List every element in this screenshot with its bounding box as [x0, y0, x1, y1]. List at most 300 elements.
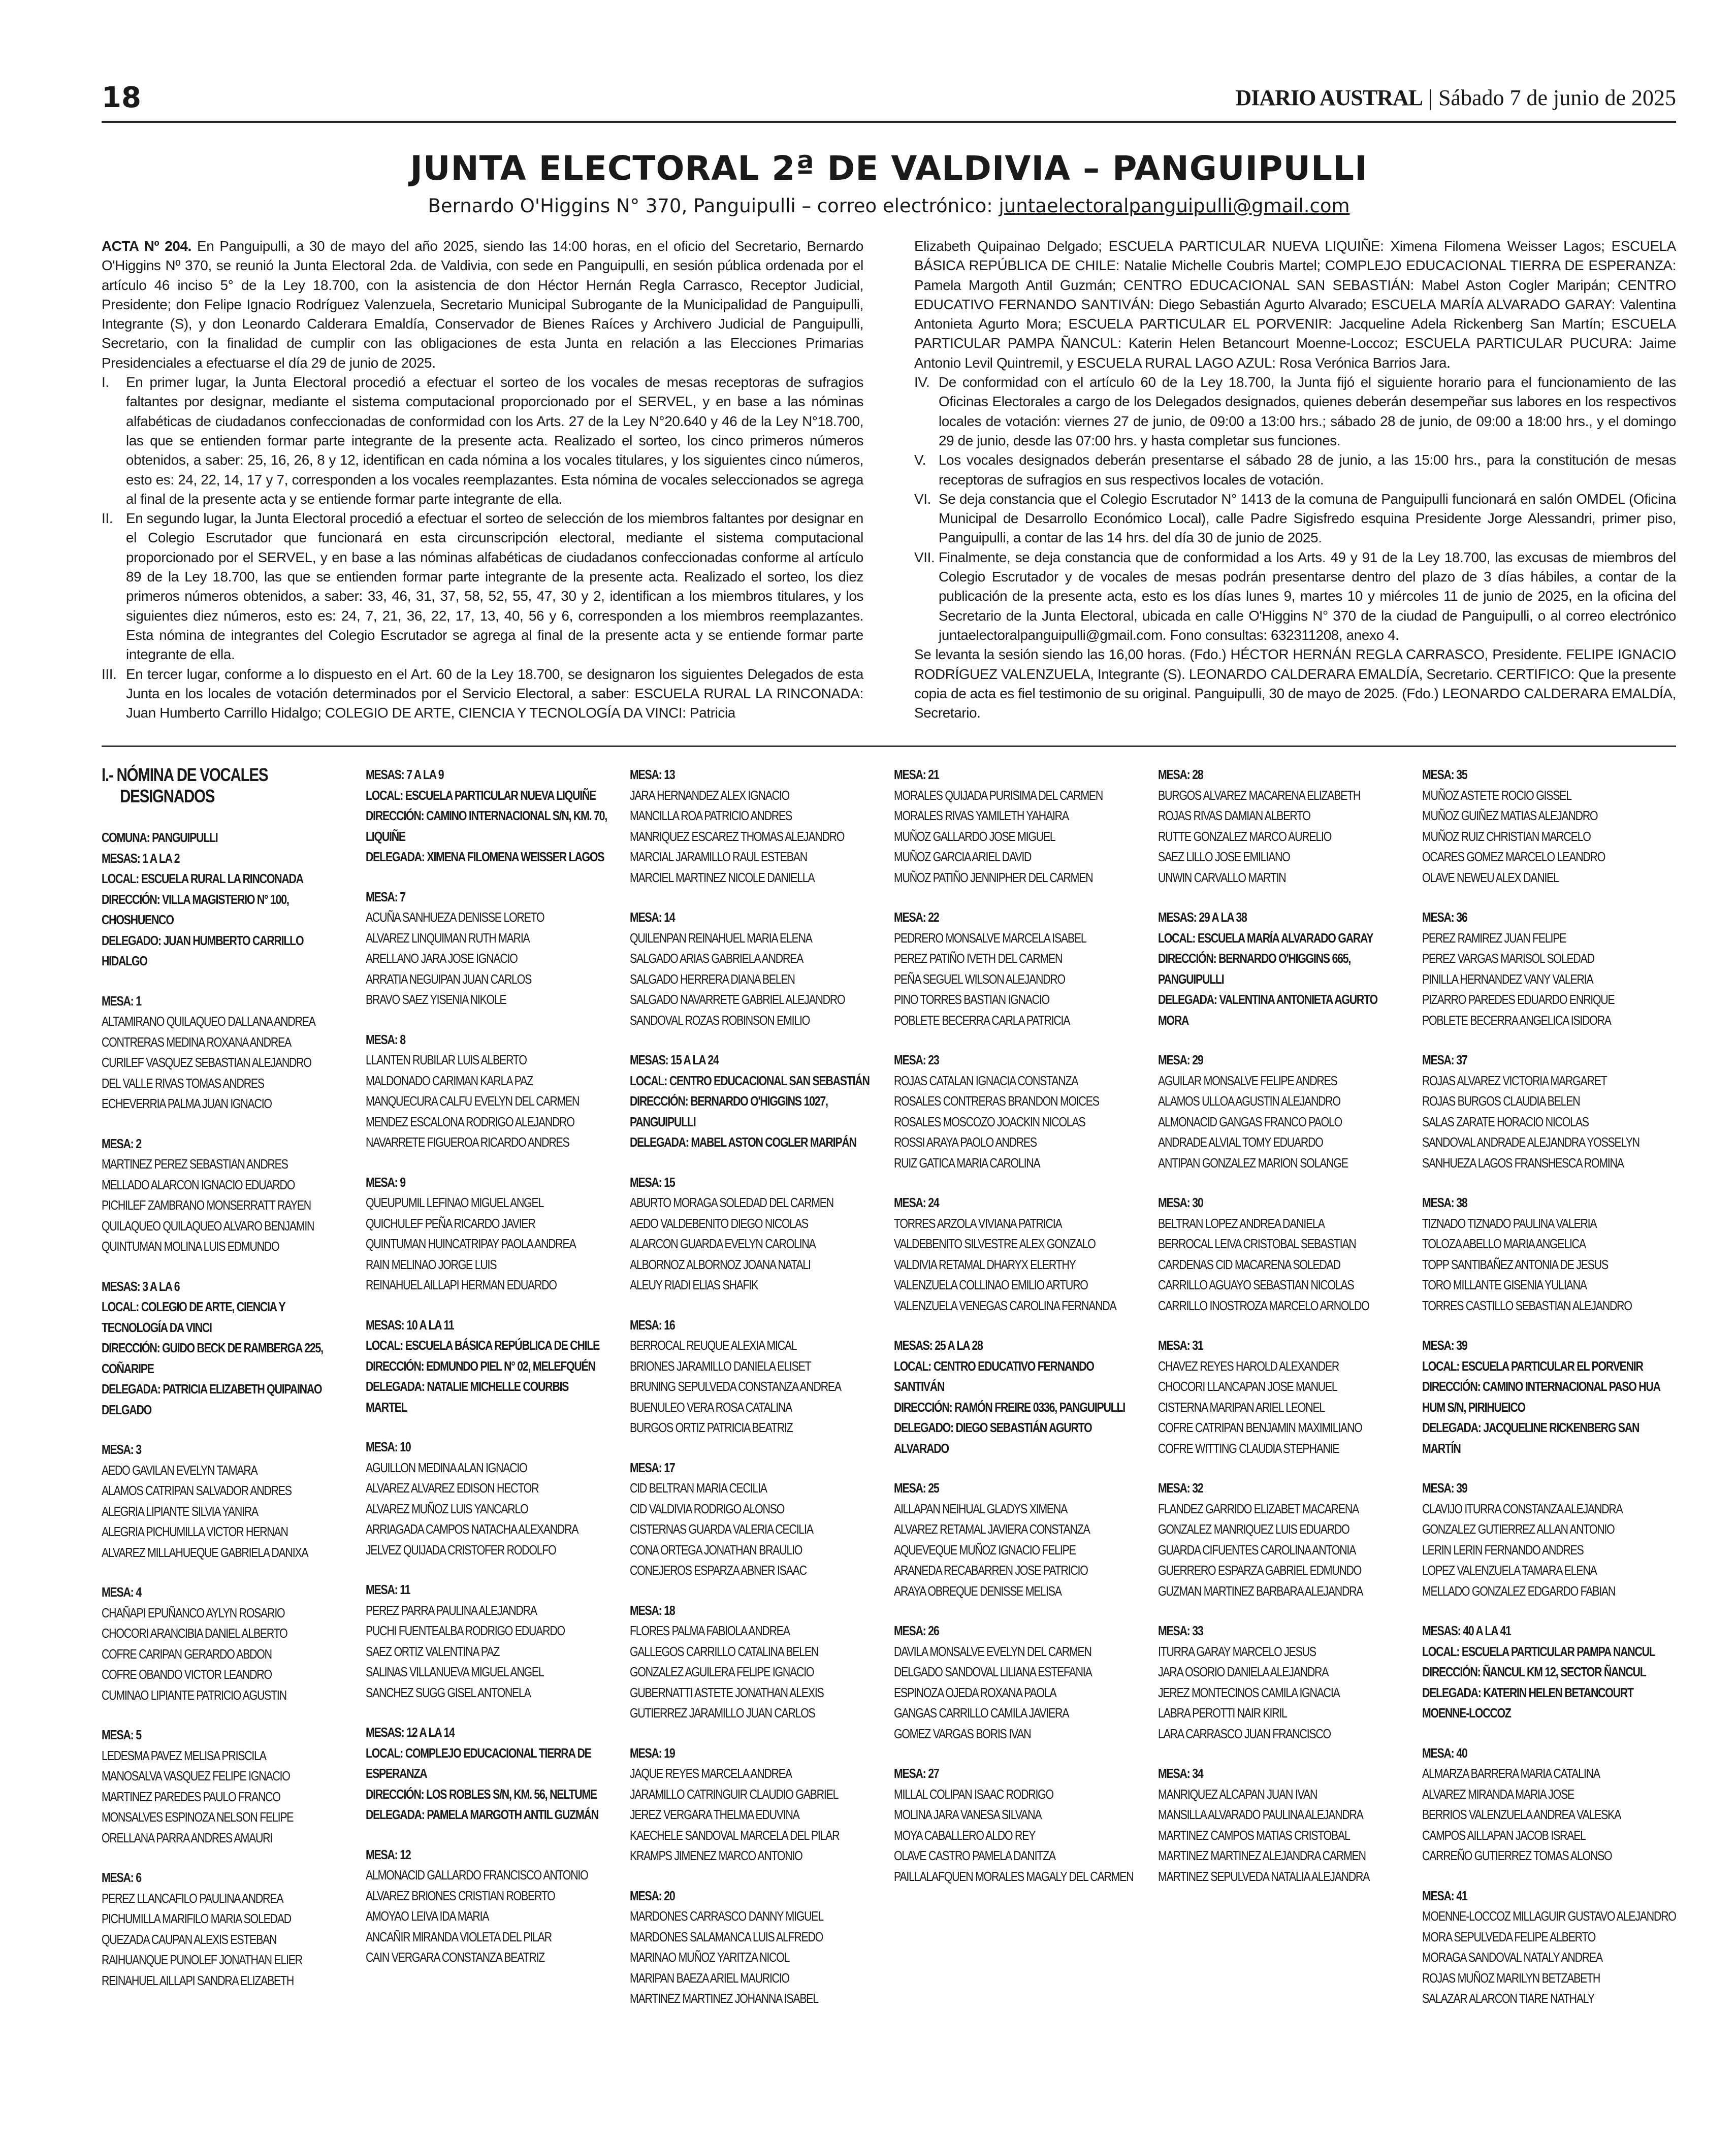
- local-detail: LOCAL: ESCUELA PARTICULAR NUEVA LIQUIÑE: [366, 787, 596, 803]
- vocal-name: SAEZ LILLO JOSE EMILIANO: [1158, 849, 1290, 864]
- local-detail: DIRECCIÓN: LOS ROBLES S/N, KM. 56, NELTUME: [366, 1786, 597, 1802]
- vocal-name: ARRIAGADA CAMPOS NATACHA ALEXANDRA: [366, 1521, 578, 1537]
- mesa-header: MESA: 26: [894, 1623, 939, 1638]
- mesa-header: MESAS: 40 A LA 41: [1422, 1623, 1511, 1638]
- acta-item-text: Los vocales designados deberán presentarse el sábado 28 de junio, a las 15:00 hrs., para la constitución de mesas receptoras de sufragios en sus respectivos locales de votación.: [939, 452, 1676, 488]
- vocal-name: QUEZADA CAUPAN ALEXIS ESTEBAN: [102, 1931, 277, 1947]
- masthead: [102, 75, 1676, 121]
- vocal-name: AMOYAO LEIVA IDA MARIA: [366, 1908, 489, 1924]
- vocal-name: SANCHEZ SUGG GISEL ANTONELA: [366, 1684, 531, 1700]
- vocal-name: ABURTO MORAGA SOLEDAD DEL CARMEN: [630, 1195, 833, 1210]
- vocal-name: SALINAS VILLANUEVA MIGUEL ANGEL: [366, 1664, 544, 1679]
- mesa-header: MESA: 13: [630, 767, 675, 782]
- mesa-header: MESA: 40: [1422, 1745, 1467, 1761]
- mesa-header: MESA: 1: [102, 993, 141, 1009]
- vocal-name: ROJAS ALVAREZ VICTORIA MARGARET: [1422, 1073, 1607, 1088]
- vocal-name: AQUEVEQUE MUÑOZ IGNACIO FELIPE: [894, 1542, 1076, 1558]
- vocal-name: PEREZ LLANCAFILO PAULINA ANDREA: [102, 1890, 283, 1906]
- local-detail: LOCAL: ESCUELA RURAL LA RINCONADA: [102, 871, 303, 886]
- vocal-name: BRAVO SAEZ YISENIA NIKOLE: [366, 992, 506, 1007]
- mesa-block: [1422, 1886, 1676, 2009]
- vocal-name: ALEUY RIADI ELIAS SHAFIK: [630, 1277, 758, 1292]
- vocal-name: ARANEDA RECABARREN JOSE PATRICIO: [894, 1563, 1088, 1578]
- mesa-block: [1422, 1192, 1672, 1316]
- local-detail: LOCAL: ESCUELA MARÍA ALVARADO GARAY: [1158, 930, 1373, 946]
- vocal-name: ALBORNOZ ALBORNOZ JOANA NATALI: [630, 1256, 811, 1272]
- local-detail: DELEGADO: JUAN HUMBERTO CARRILLO HIDALGO: [102, 932, 304, 968]
- vocal-name: VALENZUELA COLLINAO EMILIO ARTURO: [894, 1277, 1088, 1292]
- local-detail: DIRECCIÓN: VILLA MAGISTERIO N° 100, CHOSHUENCO: [102, 891, 289, 927]
- publication-date: Sábado 7 de junio de 2025: [1438, 85, 1676, 110]
- local-detail: LOCAL: COLEGIO DE ARTE, CIENCIA Y TECNOLOGÍA DA VINCI: [102, 1299, 285, 1335]
- local-detail: DELEGADA: JACQUELINE RICKENBERG SAN MARTÍN: [1422, 1420, 1639, 1456]
- vocal-name: MARTINEZ CAMPOS MATIAS CRISTOBAL: [1158, 1827, 1350, 1843]
- vocal-name: ALAMOS ULLOA AGUSTIN ALEJANDRO: [1158, 1093, 1340, 1109]
- vocal-name: CAIN VERGARA CONSTANZA BEATRIZ: [366, 1950, 545, 1965]
- vocal-name: VALDEBENITO SILVESTRE ALEX GONZALO: [894, 1236, 1096, 1251]
- acta-item-iii-continued: Elizabeth Quipainao Delgado; ESCUELA PARTICULAR NUEVA LIQUIÑE: Ximena Filomena Weisser Lagos; ESCUELA BÁSICA REPÚBLICA DE CHILE: Natalie Michelle Coubris Martel; COMPLEJO EDUCACIONAL TIERRA DE ESPERANZA: Pamela Margoth Antil Guzmán; CENTRO EDUCACIONAL SAN SEBASTIÁN: Mabel Aston Cogler Maripán; CENTRO EDUCATIVO FERNANDO SANTIVÁN: Diego Sebastián Agurto Alvarado; ESCUELA MARÍA ALVARADO GARAY: Valentina Antonieta Agurto Mora; ESCUELA PARTICULAR EL PORVENIR: Jacqueline Adela Rickenberg San Martín; ESCUELA PARTICULAR PAMPA ÑANCUL: Katerin Helen Betancourt Moenne-Loccoz; ESCUELA PARTICULAR PUCURA: Jaime Antonio Levil Quintremil, y ESCUELA RURAL LAGO AZUL: Rosa Verónica Barrios Jara.: [914, 238, 1676, 371]
- vocal-name: MARCIEL MARTINEZ NICOLE DANIELLA: [630, 869, 815, 885]
- vocal-name: PICHUMILLA MARIFILO MARIA SOLEDAD: [102, 1911, 291, 1926]
- vocal-name: SANHUEZA LAGOS FRANSHESCA ROMINA: [1422, 1155, 1624, 1171]
- vocal-name: CHAVEZ REYES HAROLD ALEXANDER: [1158, 1358, 1339, 1374]
- vocal-name: AGUILAR MONSALVE FELIPE ANDRES: [1158, 1073, 1337, 1088]
- mesa-header: MESA: 9: [366, 1174, 405, 1190]
- vocal-name: ARELLANO JARA JOSE IGNACIO: [366, 951, 518, 966]
- mesa-header: MESA: 5: [102, 1727, 141, 1742]
- vocal-name: CISTERNA MARIPAN ARIEL LEONEL: [1158, 1399, 1325, 1415]
- vocal-name: OCARES GOMEZ MARCELO LEANDRO: [1422, 849, 1605, 864]
- vocal-name: ALVAREZ MIRANDA MARIA JOSE: [1422, 1786, 1574, 1802]
- vocales-column-2: [366, 764, 616, 1987]
- vocal-name: CARRILLO AGUAYO SEBASTIAN NICOLAS: [1158, 1277, 1354, 1292]
- mesa-block: [894, 1050, 1144, 1173]
- vocal-name: JEREZ MONTECINOS CAMILA IGNACIA: [1158, 1684, 1340, 1700]
- vocal-name: MORALES QUIJADA PURISIMA DEL CARMEN: [894, 787, 1103, 803]
- vocal-name: QUEUPUMIL LEFINAO MIGUEL ANGEL: [366, 1195, 544, 1210]
- vocal-name: OLAVE NEWEU ALEX DANIEL: [1422, 869, 1559, 885]
- vocal-name: RAIHUANQUE PUNOLEF JONATHAN ELIER: [102, 1952, 302, 1967]
- vocal-name: SANDOVAL ROZAS ROBINSON EMILIO: [630, 1012, 810, 1028]
- mesa-header: MESA: 8: [366, 1031, 405, 1047]
- mesa-block: [894, 907, 1144, 1030]
- vocal-name: MARDONES CARRASCO DANNY MIGUEL: [630, 1908, 823, 1924]
- vocal-name: GONZALEZ GUTIERREZ ALLAN ANTONIO: [1422, 1521, 1615, 1537]
- local-detail: LOCAL: CENTRO EDUCACIONAL SAN SEBASTIÁN: [630, 1073, 870, 1088]
- vocal-name: GANGAS CARRILLO CAMILA JAVIERA: [894, 1705, 1069, 1721]
- publication-name: DIARIO AUSTRAL: [1235, 85, 1423, 110]
- vocal-name: PAILLALAFQUEN MORALES MAGALY DEL CARMEN: [894, 1868, 1134, 1884]
- roman-numeral: VII.: [914, 549, 935, 565]
- mesa-block: [1158, 1620, 1408, 1744]
- vocal-name: UNWIN CARVALLO MARTIN: [1158, 869, 1286, 885]
- vocal-name: MELLADO GONZALEZ EDGARDO FABIAN: [1422, 1583, 1616, 1599]
- vocal-name: CONA ORTEGA JONATHAN BRAULIO: [630, 1542, 802, 1558]
- vocal-name: COFRE WITTING CLAUDIA STEPHANIE: [1158, 1440, 1339, 1456]
- mesa-header: MESA: 35: [1422, 767, 1467, 782]
- mesa-header: MESA: 22: [894, 910, 939, 925]
- vocal-name: TORRES CASTILLO SEBASTIAN ALEJANDRO: [1422, 1297, 1632, 1313]
- roman-numeral: II.: [102, 510, 113, 527]
- vocal-name: ALAMOS CATRIPAN SALVADOR ANDRES: [102, 1483, 292, 1498]
- mesa-header: MESA: 7: [366, 889, 405, 904]
- notice-title-block: [102, 147, 1676, 220]
- local-detail: MESAS: 1 A LA 2: [102, 850, 180, 866]
- mesa-block: [1422, 907, 1672, 1030]
- vocal-name: QUICHULEF PEÑA RICARDO JAVIER: [366, 1215, 535, 1231]
- vocal-name: FLANDEZ GARRIDO ELIZABET MACARENA: [1158, 1501, 1359, 1516]
- vocal-name: REINAHUEL AILLAPI SANDRA ELIZABETH: [102, 1972, 294, 1988]
- mesa-block: [1158, 1192, 1408, 1316]
- vocal-name: COFRE OBANDO VICTOR LEANDRO: [102, 1667, 272, 1682]
- roman-numeral: IV.: [914, 374, 930, 391]
- vocal-name: BELTRAN LOPEZ ANDREA DANIELA: [1158, 1215, 1325, 1231]
- mesa-header: MESA: 20: [630, 1888, 675, 1903]
- mesa-block: [366, 1029, 616, 1153]
- mesa-header: MESA: 34: [1158, 1766, 1203, 1781]
- mesa-block: [102, 1582, 351, 1705]
- vocal-name: ALMONACID GALLARDO FRANCISCO ANTONIO: [366, 1867, 588, 1883]
- vocal-name: GONZALEZ MANRIQUEZ LUIS EDUARDO: [1158, 1521, 1349, 1537]
- vocal-name: ECHEVERRIA PALMA JUAN IGNACIO: [102, 1096, 272, 1111]
- mesa-block: [630, 1315, 880, 1438]
- vocal-name: LERIN LERIN FERNANDO ANDRES: [1422, 1542, 1584, 1558]
- vocal-name: MALDONADO CARIMAN KARLA PAZ: [366, 1073, 533, 1088]
- vocal-name: COFRE CARIPAN GERARDO ABDON: [102, 1646, 272, 1662]
- mesa-header: MESAS: 15 A LA 24: [630, 1052, 719, 1067]
- vocal-name: MARTINEZ PEREZ SEBASTIAN ANDRES: [102, 1156, 288, 1172]
- acta-item-text: De conformidad con el artículo 60 de la Ley 18.700, la Junta fijó el siguiente horario para el funcionamiento de las Oficinas Electorales a cargo de los Delegados designados, quienes deberán desempeñar sus labores en los respectivos locales de votación: viernes 27 de junio, de 09:00 a 13:00 hrs.; sábado 28 de junio, de 09:00 a 18:00 hrs., y el domingo 29 de junio, desde las 07:00 hrs. y hasta completar sus funciones.: [939, 374, 1676, 448]
- mesa-header: MESA: 21: [894, 767, 939, 782]
- vocal-name: JARA HERNANDEZ ALEX IGNACIO: [630, 787, 789, 803]
- mesa-header: MESAS: 10 A LA 11: [366, 1317, 454, 1333]
- vocal-name: ALEGRIA LIPIANTE SILVIA YANIRA: [102, 1503, 258, 1519]
- roman-numeral: III.: [102, 666, 117, 682]
- page-number: 18: [102, 81, 141, 114]
- vocal-name: ORELLANA PARRA ANDRES AMAURI: [102, 1830, 273, 1845]
- vocal-name: MANSILLA ALVARADO PAULINA ALEJANDRA: [1158, 1807, 1363, 1822]
- vocal-name: LLANTEN RUBILAR LUIS ALBERTO: [366, 1052, 527, 1067]
- vocal-name: JARA OSORIO DANIELA ALEJANDRA: [1158, 1664, 1329, 1679]
- vocal-name: LEDESMA PAVEZ MELISA PRISCILA: [102, 1747, 266, 1763]
- vocal-name: PIZARRO PAREDES EDUARDO ENRIQUE: [1422, 992, 1615, 1007]
- masthead-publication: DIARIO AUSTRAL | Sábado 7 de junio de 2025: [1235, 85, 1676, 110]
- acta-item-text: En tercer lugar, conforme a lo dispuesto en el Art. 60 de la Ley 18.700, se designaron los siguientes Delegados de esta Junta en los locales de votación determinados por el Servicio Electoral, a saber: ESCUELA RURAL LA RINCONADA: Juan Humberto Carrillo Hidalgo; COLEGIO DE ARTE, CIENCIA Y TECNOLOGÍA DA VINCI: Patricia: [126, 666, 863, 721]
- vocal-name: COFRE CATRIPAN BENJAMIN MAXIMILIANO: [1158, 1420, 1362, 1435]
- local-block: [366, 1722, 616, 1825]
- vocal-name: SAEZ ORTIZ VALENTINA PAZ: [366, 1643, 500, 1659]
- mesa-header: MESA: 29: [1158, 1052, 1203, 1067]
- mesa-block: [1158, 1335, 1408, 1458]
- local-detail: DIRECCIÓN: ÑANCUL KM 12, SECTOR ÑANCUL: [1422, 1664, 1646, 1679]
- local-detail: LOCAL: COMPLEJO EDUCACIONAL TIERRA DE ESPERANZA: [366, 1745, 591, 1781]
- acta-item-vi: [914, 490, 1676, 548]
- vocal-name: CONEJEROS ESPARZA ABNER ISAAC: [630, 1563, 807, 1578]
- vocal-name: MUÑOZ GARCIA ARIEL DAVID: [894, 849, 1032, 864]
- vocal-name: MARTINEZ SEPULVEDA NATALIA ALEJANDRA: [1158, 1868, 1370, 1884]
- vocal-name: PEREZ VARGAS MARISOL SOLEDAD: [1422, 951, 1594, 966]
- vocal-name: MUÑOZ ASTETE ROCIO GISSEL: [1422, 787, 1571, 803]
- local-detail: DIRECCIÓN: CAMINO INTERNACIONAL PASO HUA HUM S/N, PIRIHUEICO: [1422, 1379, 1660, 1415]
- vocal-name: REINAHUEL AILLAPI HERMAN EDUARDO: [366, 1277, 557, 1292]
- local-block: [894, 1335, 1144, 1458]
- local-detail: DELEGADA: KATERIN HELEN BETANCOURT MOENNE-LOCCOZ: [1422, 1684, 1633, 1721]
- vocal-name: SANDOVAL ANDRADE ALEJANDRA YOSSELYN: [1422, 1134, 1639, 1150]
- vocal-name: KAECHELE SANDOVAL MARCELA DEL PILAR: [630, 1827, 840, 1843]
- mesa-header: COMUNA: PANGUIPULLI: [102, 830, 218, 845]
- vocal-name: ANDRADE ALVIAL TOMY EDUARDO: [1158, 1134, 1323, 1150]
- vocal-name: CHAÑAPI EPUÑANCO AYLYN ROSARIO: [102, 1605, 285, 1620]
- vocal-name: ALMARZA BARRERA MARIA CATALINA: [1422, 1766, 1600, 1781]
- local-detail: DIRECCIÓN: BERNARDO O'HIGGINS 1027, PANGUIPULLI: [630, 1093, 828, 1129]
- mesa-header: MESA: 16: [630, 1317, 675, 1333]
- acta-body: [102, 237, 1676, 734]
- mesa-block: [630, 1886, 880, 2009]
- vocal-name: FLORES PALMA FABIOLA ANDREA: [630, 1623, 790, 1638]
- vocal-name: DELGADO SANDOVAL LILIANA ESTEFANIA: [894, 1664, 1092, 1679]
- local-detail: DIRECCIÓN: GUIDO BECK DE RAMBERGA 225, COÑARIPE: [102, 1340, 323, 1376]
- local-block: [1422, 1335, 1672, 1458]
- vocal-name: MELLADO ALARCON IGNACIO EDUARDO: [102, 1177, 295, 1192]
- vocal-name: MOLINA JARA VANESA SILVANA: [894, 1807, 1042, 1822]
- mesa-header: MESA: 12: [366, 1846, 411, 1862]
- vocal-name: DAVILA MONSALVE EVELYN DEL CARMEN: [894, 1643, 1091, 1659]
- acta-item-text: Se deja constancia que el Colegio Escrutador N° 1413 de la comuna de Panguipulli funcionará en salón OMDEL (Oficina Municipal de Desarrollo Económico Local), calle Padre Sigisfredo esquina Presidente Jorge Alessandri, primer piso, Panguipulli, a contar de las 14 hrs. del día 30 de junio de 2025.: [939, 491, 1676, 546]
- mesa-block: [366, 887, 616, 1010]
- vocal-name: CISTERNAS GUARDA VALERIA CECILIA: [630, 1521, 813, 1537]
- vocal-name: MANOSALVA VASQUEZ FELIPE IGNACIO: [102, 1768, 290, 1783]
- mesa-block: [1158, 1478, 1408, 1601]
- mesa-block: [366, 1437, 616, 1560]
- mesa-header: MESA: 11: [366, 1582, 410, 1597]
- vocal-name: POBLETE BECERRA CARLA PATRICIA: [894, 1012, 1070, 1028]
- mesa-block: [630, 1600, 880, 1724]
- acta-item-text: En primer lugar, la Junta Electoral procedió a efectuar el sorteo de los vocales de mesas receptoras de sufragios faltantes por designar, mediante el sistema computacional proporcionado por el SERVEL, y en base a las nóminas alfabéticas de ciudadanos confeccionadas de conformidad con los Arts. 27 de la Ley N°20.640 y 46 de la Ley N°18.700, las que se entienden formar parte integrante de la presente acta. Realizado el sorteo, los cinco primeros números obtenidos, a saber: 25, 16, 26, 8 y 12, identifican en cada nómina a los vocales titulares, y los siguientes cinco números, esto es: 24, 22, 14, 17 y 7, corresponden a los vocales reemplazantes. Esta nómina de vocales seleccionados se agrega al final de la presente acta y se entiende formar parte integrante de ella.: [126, 374, 863, 507]
- vocal-name: MUÑOZ GUIÑEZ MATIAS ALEJANDRO: [1422, 808, 1598, 823]
- notice-subtitle: [102, 192, 1676, 220]
- vocal-name: BURGOS ALVAREZ MACARENA ELIZABETH: [1158, 787, 1361, 803]
- vocal-name: MUÑOZ GALLARDO JOSE MIGUEL: [894, 828, 1055, 844]
- local-detail: DIRECCIÓN: EDMUNDO PIEL N° 02, MELEFQUÉN: [366, 1358, 595, 1374]
- mesa-block: [1422, 764, 1672, 888]
- vocal-name: BUENULEO VERA ROSA CATALINA: [630, 1399, 792, 1415]
- local-block: [366, 764, 616, 867]
- vocal-name: TIZNADO TIZNADO PAULINA VALERIA: [1422, 1215, 1597, 1231]
- vocal-name: MARTINEZ PAREDES PAULO FRANCO: [102, 1789, 280, 1804]
- vocal-name: SALGADO NAVARRETE GABRIEL ALEJANDRO: [630, 992, 845, 1007]
- mesa-header: MESAS: 12 A LA 14: [366, 1725, 455, 1740]
- acta-column-left: [102, 237, 863, 723]
- mesa-block: [1422, 1050, 1672, 1173]
- vocal-name: MILLAL COLIPAN ISAAC RODRIGO: [894, 1786, 1053, 1802]
- vocal-name: MORAGA SANDOVAL NATALY ANDREA: [1422, 1950, 1602, 1965]
- vocal-name: ALVAREZ MUÑOZ LUIS YANCARLO: [366, 1501, 528, 1516]
- local-detail: DELEGADA: XIMENA FILOMENA WEISSER LAGOS: [366, 849, 604, 864]
- mesa-header: MESA: 33: [1158, 1623, 1203, 1638]
- roman-numeral: V.: [914, 452, 926, 468]
- mesa-header: MESA: 41: [1422, 1888, 1467, 1903]
- mesa-header: MESA: 30: [1158, 1195, 1203, 1210]
- vocal-name: SALAZAR ALARCON TIARE NATHALY: [1422, 1991, 1594, 2006]
- mesa-block: [630, 907, 880, 1030]
- vocal-name: NAVARRETE FIGUEROA RICARDO ANDRES: [366, 1134, 569, 1150]
- mesa-header: MESA: 14: [630, 910, 675, 925]
- vocal-name: MONSALVES ESPINOZA NELSON FELIPE: [102, 1809, 294, 1825]
- acta-item-v: [914, 450, 1676, 490]
- vocal-name: ARAYA OBREQUE DENISSE MELISA: [894, 1583, 1062, 1599]
- vocal-name: ROSALES CONTRERAS BRANDON MOICES: [894, 1093, 1099, 1109]
- vocal-name: DEL VALLE RIVAS TOMAS ANDRES: [102, 1075, 264, 1091]
- masthead-rule: [102, 121, 1676, 123]
- mesa-block: [1158, 764, 1408, 888]
- vocal-name: SALAS ZARATE HORACIO NICOLAS: [1422, 1114, 1589, 1129]
- mesa-block: [102, 1439, 351, 1563]
- vocal-name: BERROCAL REUQUE ALEXIA MICAL: [630, 1338, 797, 1353]
- vocal-name: CLAVIJO ITURRA CONSTANZA ALEJANDRA: [1422, 1501, 1623, 1516]
- mesa-header: MESA: 17: [630, 1459, 675, 1475]
- vocal-name: MARTINEZ MARTINEZ ALEJANDRA CARMEN: [1158, 1848, 1366, 1863]
- vocal-name: SALGADO ARIAS GABRIELA ANDREA: [630, 951, 803, 966]
- email-link[interactable]: juntaelectoralpanguipulli@gmail.com: [999, 195, 1350, 217]
- local-block: [630, 1050, 880, 1153]
- vocal-name: MUÑOZ PATIÑO JENNIPHER DEL CARMEN: [894, 869, 1093, 885]
- vocal-name: ROJAS BURGOS CLAUDIA BELEN: [1422, 1093, 1580, 1109]
- vocales-column-6: [1422, 764, 1676, 2028]
- acta-intro-text: En Panguipulli, a 30 de mayo del año 2025, siendo las 14:00 horas, en el oficio del Secretario, Bernardo O'Higgins Nº 370, se reunió la Junta Electoral 2da. de Valdivia, con sede en Panguipulli, en sesión pública ordenada por el artículo 46 inciso 5° de la Ley 18.700, con la asistencia de don Héctor Hernán Regla Carrasco, Receptor Judicial, Presidente; don Felipe Ignacio Rodríguez Valenzuela, Secretario Municipal Subrogante de la Municipalidad de Panguipulli, Integrante (S), y don Leonardo Calderara Emaldía, Conservador de Bienes Raíces y Archivero Judicial de Panguipulli, Secretario, con la finalidad de cumplir con las obligaciones de esta Junta en relación a las Elecciones Primarias Presidenciales a efectuarse el día 29 de junio de 2025.: [102, 238, 863, 371]
- vocal-name: ALTAMIRANO QUILAQUEO DALLANA ANDREA: [102, 1014, 315, 1029]
- vocal-name: ARRATIA NEGUIPAN JUAN CARLOS: [366, 971, 532, 987]
- acta-item-i: [102, 373, 863, 509]
- local-detail: LOCAL: CENTRO EDUCATIVO FERNANDO SANTIVÁN: [894, 1358, 1094, 1394]
- mesa-header: MESAS: 7 A LA 9: [366, 767, 444, 782]
- local-block: [1422, 1620, 1672, 1724]
- vocal-name: CUMINAO LIPIANTE PATRICIO AGUSTIN: [102, 1687, 286, 1703]
- roman-numeral: I.: [102, 374, 109, 391]
- vocal-name: MANRIQUEZ ESCAREZ THOMAS ALEJANDRO: [630, 828, 845, 844]
- mesa-header: MESA: 25: [894, 1480, 939, 1496]
- vocal-name: GUBERNATTI ASTETE JONATHAN ALEXIS: [630, 1684, 824, 1700]
- vocal-name: ALVAREZ RETAMAL JAVIERA CONSTANZA: [894, 1521, 1090, 1537]
- vocales-column-3: [630, 764, 880, 2028]
- local-detail: DIRECCIÓN: RAMÓN FREIRE 0336, PANGUIPULLI: [894, 1399, 1125, 1415]
- mesa-block: [894, 1478, 1144, 1601]
- mesa-block: [630, 1457, 880, 1581]
- vocal-name: QUILENPAN REINAHUEL MARIA ELENA: [630, 930, 812, 946]
- mesa-block: [894, 1192, 1144, 1316]
- vocal-name: ROJAS RIVAS DAMIAN ALBERTO: [1158, 808, 1310, 823]
- vocal-name: CARREÑO GUTIERREZ TOMAS ALONSO: [1422, 1848, 1612, 1863]
- local-detail: DELEGADA: PAMELA MARGOTH ANTIL GUZMÁN: [366, 1807, 598, 1822]
- vocal-name: MANQUECURA CALFU EVELYN DEL CARMEN: [366, 1093, 580, 1109]
- vocal-name: BRIONES JARAMILLO DANIELA ELISET: [630, 1358, 811, 1374]
- mesa-header: MESA: 24: [894, 1195, 939, 1210]
- vocal-name: GUTIERREZ JARAMILLO JUAN CARLOS: [630, 1705, 815, 1721]
- local-block: [102, 1276, 351, 1420]
- vocal-name: QUINTUMAN MOLINA LUIS EDMUNDO: [102, 1239, 279, 1254]
- vocal-name: AGUILLON MEDINA ALAN IGNACIO: [366, 1459, 527, 1475]
- vocal-name: RAIN MELINAO JORGE LUIS: [366, 1256, 497, 1272]
- vocal-name: MARINAO MUÑOZ YARITZA NICOL: [630, 1950, 790, 1965]
- acta-item-text: En segundo lugar, la Junta Electoral procedió a efectuar el sorteo de selección de los miembros faltantes por designar en el Colegio Escrutador que funcionará en esta circunscripción electoral, mediante el sistema computacional proporcionado por el SERVEL, y en base a las nóminas alfabéticas de ciudadanos confeccionadas conforme al artículo 89 de la Ley 18.700, las que se entienden formar parte integrante de la presente acta. Realizado el sorteo, los diez primeros números obtenidos, a saber: 33, 46, 31, 37, 58, 52, 55, 47, 30 y 2, identifican a los miembros titulares, y los siguientes diez números, esto es: 24, 7, 21, 36, 22, 17, 13, 40, 56 y 6, corresponden a los miembros reemplazantes. Esta nómina de integrantes del Colegio Escrutador se agrega al final de la presente acta y se entiende formar parte integrante de ella.: [126, 510, 863, 663]
- vocales-column-1: [102, 764, 351, 2010]
- vocal-name: BURGOS ORTIZ PATRICIA BEATRIZ: [630, 1420, 793, 1435]
- vocal-name: PINO TORRES BASTIAN IGNACIO: [894, 992, 1050, 1007]
- vocales-column-4: [894, 764, 1144, 1906]
- acta-item-ii: [102, 509, 863, 664]
- vocal-name: PUCHI FUENTEALBA RODRIGO EDUARDO: [366, 1623, 565, 1638]
- mesa-header: MESA: 31: [1158, 1338, 1203, 1353]
- vocal-name: BRUNING SEPULVEDA CONSTANZA ANDREA: [630, 1379, 841, 1394]
- mesa-header: MESAS: 3 A LA 6: [102, 1278, 180, 1294]
- vocal-name: CONTRERAS MEDINA ROXANA ANDREA: [102, 1034, 292, 1050]
- vocal-name: POBLETE BECERRA ANGELICA ISIDORA: [1422, 1012, 1611, 1028]
- vocal-name: ROSSI ARAYA PAOLO ANDRES: [894, 1134, 1037, 1150]
- mesa-header: MESAS: 25 A LA 28: [894, 1338, 983, 1353]
- vocal-name: GUZMAN MARTINEZ BARBARA ALEJANDRA: [1158, 1583, 1363, 1599]
- vocal-name: ANTIPAN GONZALEZ MARION SOLANGE: [1158, 1155, 1348, 1171]
- vocal-name: JAQUE REYES MARCELA ANDREA: [630, 1766, 792, 1781]
- vocal-name: MOYA CABALLERO ALDO REY: [894, 1827, 1036, 1843]
- vocal-name: ROJAS MUÑOZ MARILYN BETZABETH: [1422, 1970, 1600, 1986]
- vocal-name: MARIPAN BAEZA ARIEL MAURICIO: [630, 1970, 789, 1986]
- mesa-header: MESA: 27: [894, 1766, 939, 1781]
- vocal-name: MARDONES SALAMANCA LUIS ALFREDO: [630, 1929, 823, 1944]
- local-block: [102, 827, 351, 971]
- mesa-block: [366, 1172, 616, 1295]
- mesa-header: MESA: 23: [894, 1052, 939, 1067]
- local-block: [1158, 907, 1408, 1030]
- vocal-name: BERROCAL LEIVA CRISTOBAL SEBASTIAN: [1158, 1236, 1356, 1251]
- vocal-name: ROSALES MOSCOZO JOACKIN NICOLAS: [894, 1114, 1085, 1129]
- section-divider: [102, 745, 1676, 747]
- vocal-name: ALVAREZ MILLAHUEQUE GABRIELA DANIXA: [102, 1544, 308, 1560]
- mesa-header: MESA: 39: [1422, 1338, 1467, 1353]
- vocal-name: BERRIOS VALENZUELA ANDREA VALESKA: [1422, 1807, 1621, 1822]
- vocal-name: AEDO VALDEBENITO DIEGO NICOLAS: [630, 1215, 808, 1231]
- vocal-name: ALVAREZ LINQUIMAN RUTH MARIA: [366, 930, 530, 946]
- vocal-name: MANCILLA ROA PATRICIO ANDRES: [630, 808, 792, 823]
- acta-item-text: Finalmente, se deja constancia que de conformidad a los Arts. 49 y 91 de la Ley 18.700, las excusas de miembros del Colegio Escrutador y de vocales de mesas podrán presentarse dentro del plazo de 3 días hábiles, a contar de la publicación de la presente acta, esto es los días lunes 9, martes 10 y miércoles 11 de junio de 2025, en la oficina del Secretario de la Junta Electoral, ubicada en calle O'Higgins N° 370 de la ciudad de Panguipulli, o al correo electrónico juntaelectoralpanguipulli@gmail.com. Fono consultas: 632311208, anexo 4.: [939, 549, 1676, 643]
- vocal-name: CURILEF VASQUEZ SEBASTIAN ALEJANDRO: [102, 1055, 311, 1070]
- vocales-column-5: [1158, 764, 1408, 1906]
- mesa-header: MESA: 36: [1422, 910, 1467, 925]
- vocal-name: ALEGRIA PICHUMILLA VICTOR HERNAN: [102, 1524, 288, 1539]
- vocal-name: MANRIQUEZ ALCAPAN JUAN IVAN: [1158, 1786, 1317, 1802]
- mesa-header: MESAS: 29 A LA 38: [1158, 910, 1247, 925]
- vocal-name: ALVAREZ ALVAREZ EDISON HECTOR: [366, 1480, 539, 1496]
- acta-closing: Se levanta la sesión siendo las 16,00 horas. (Fdo.) HÉCTOR HERNÁN REGLA CARRASCO, Presidente. FELIPE IGNACIO RODRÍGUEZ VALENZUELA, Integrante (S). LEONARDO CALDERARA EMALDÍA, Secretario. CERTIFICO: Que la presente copia de acta es fiel testimonio de su original. Panguipulli, 30 de mayo de 2025. (Fdo.) LEONARDO CALDERARA EMALDÍA, Secretario.: [914, 646, 1676, 721]
- mesa-block: [894, 1620, 1144, 1744]
- vocal-name: VALENZUELA VENEGAS CAROLINA FERNANDA: [894, 1297, 1116, 1313]
- vocal-name: AILLAPAN NEIHUAL GLADYS XIMENA: [894, 1501, 1068, 1516]
- mesa-header: MESA: 19: [630, 1745, 675, 1761]
- acta-intro: [102, 237, 863, 373]
- vocal-name: ROJAS CATALAN IGNACIA CONSTANZA: [894, 1073, 1078, 1088]
- mesa-block: [366, 1844, 616, 1968]
- vocal-name: RUTTE GONZALEZ MARCO AURELIO: [1158, 828, 1332, 844]
- vocales-heading: I.- NÓMINA DE VOCALES DESIGNADOS: [102, 764, 268, 806]
- vocal-name: PEDRERO MONSALVE MARCELA ISABEL: [894, 930, 1086, 946]
- vocal-name: ALARCON GUARDA EVELYN CAROLINA: [630, 1236, 816, 1251]
- vocal-name: CHOCORI ARANCIBIA DANIEL ALBERTO: [102, 1626, 287, 1641]
- vocal-name: PEREZ PARRA PAULINA ALEJANDRA: [366, 1602, 537, 1618]
- vocal-name: QUINTUMAN HUINCATRIPAY PAOLA ANDREA: [366, 1236, 576, 1251]
- acta-column-right: [914, 237, 1676, 723]
- local-detail: LOCAL: ESCUELA PARTICULAR PAMPA NANCUL: [1422, 1643, 1655, 1659]
- mesa-header: MESA: 28: [1158, 767, 1203, 782]
- local-block: [366, 1315, 616, 1418]
- mesa-block: [102, 1725, 351, 1848]
